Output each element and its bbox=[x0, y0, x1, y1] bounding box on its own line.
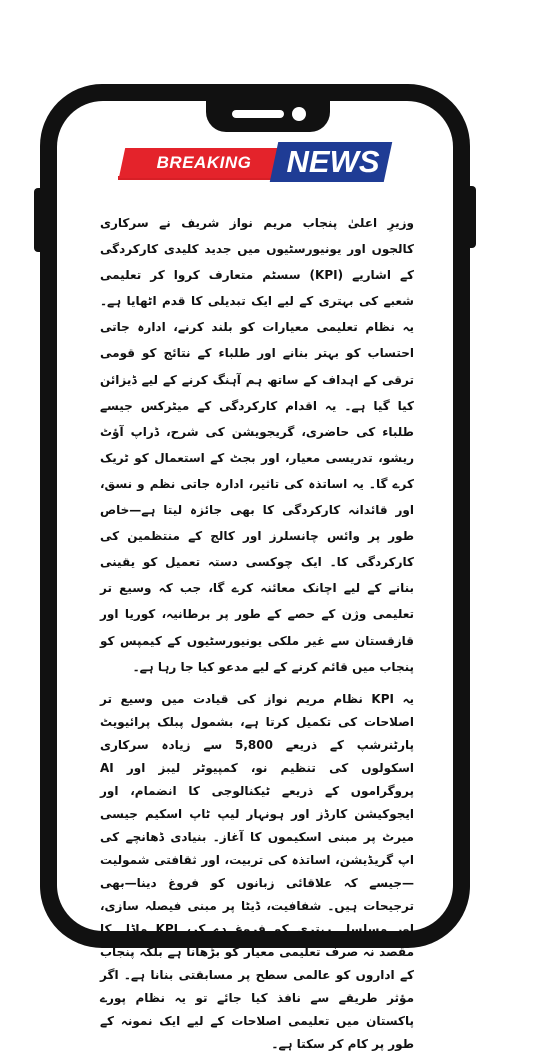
article-paragraph-1: وزیرِ اعلیٰ پنجاب مریم نواز شریف نے سرکاری کالجوں اور یونیورسٹیوں میں جدید کلیدی کارکردگی کے اشاریے (KPI) سسٹم متعارف کروا کر تعلیمی شعبے کی بہتری کے لیے ایک تبدیلی کا قدم اٹھایا ہے۔ یہ نظام تعلیمی معیارات کو بلند کرنے، ادارہ جاتی احتساب کو بہتر بنانے اور طلباء کے نتائج کو قومی ترقی کے اہداف کے ساتھ ہم آہنگ کرنے کے لیے ڈیزائن کیا گیا ہے۔ یہ اقدام کارکردگی کے میٹرکس جیسے طلباء کی حاضری، گریجویشن کی شرح، ڈراپ آؤٹ ریشو، تدریسی معیار، اور بجٹ کے استعمال کو ٹریک کرے گا۔ یہ اساتذہ کی تاثیر، ادارہ جاتی نظم و نسق، اور قائدانہ کارکردگی کا بھی جائزہ لیتا ہے—خاص طور پر وائس چانسلرز اور کالج کے منتظمین کی کارکردگی کا۔ ایک چوکسی دستہ تعمیل کو یقینی بنانے کے لیے اچانک معائنہ کرے گا، جب کہ وسیع تر تعلیمی وژن کے حصے کے طور پر برطانیہ، کوریا اور قازقستان سے غیر ملکی یونیورسٹیوں کے کیمپس کو پنجاب میں قائم کرنے کے لیے مدعو کیا جا رہا ہے۔ bbox=[100, 216, 414, 674]
breaking-news-banner bbox=[118, 142, 388, 186]
article-paragraph-2: یہ KPI نظام مریم نواز کی قیادت میں وسیع تر اصلاحات کی تکمیل کرتا ہے، بشمول پبلک پرائیویٹ پارٹنرشپ کے ذریعے 5,800 سے زیادہ سرکاری اسکولوں کی تنظیم نو، کمپیوٹر لیبز اور AI پروگراموں کے ذریعے ٹیکنالوجی کا انضمام، اور ایجوکیشن کارڈز اور ہونہار لیپ ٹاپ اسکیم جیسی میرٹ پر مبنی اسکیموں کا آغاز۔ بنیادی ڈھانچے کی اپ گریڈیشن، اساتذہ کی تربیت، اور ثقافتی شمولیت—جیسے کہ علاقائی زبانوں کو فروغ دینا—بھی ترجیحات ہیں۔ شفافیت، ڈیٹا پر مبنی فیصلہ سازی، اور مسلسل بہتری کو فروغ دے کر، KPI ماڈل کا مقصد نہ صرف تعلیمی معیار کو بڑھانا ہے بلکہ پنجاب کے اداروں کو عالمی سطح پر مسابقتی بنانا ہے۔ اگر مؤثر طریقے سے نافذ کیا جائے تو یہ نظام پورے پاکستان میں تعلیمی اصلاحات کے لیے ایک نمونہ کے طور پر کام کر سکتا ہے۔ bbox=[100, 691, 414, 1051]
breaking-label: BREAKING bbox=[156, 153, 252, 172]
camera-icon bbox=[292, 107, 306, 121]
news-label: NEWS bbox=[286, 144, 380, 179]
speaker-icon bbox=[232, 110, 284, 118]
news-article bbox=[100, 210, 414, 1056]
